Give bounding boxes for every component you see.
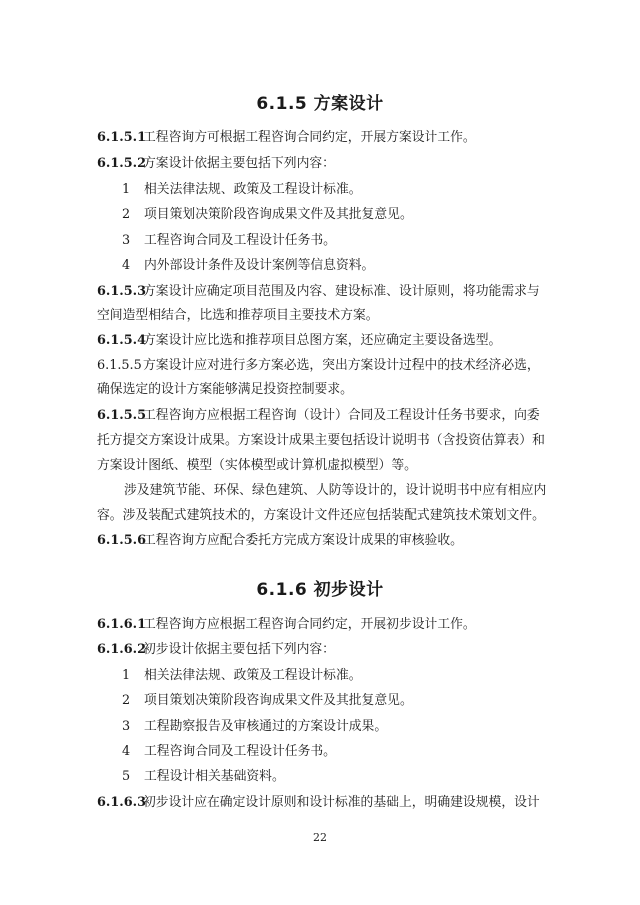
clause-text: 初步设计应在确定设计原则和设计标准的基础上，明确建设规模，设计 bbox=[143, 795, 540, 810]
list-item-number: 2 bbox=[122, 693, 131, 708]
clause-number: 6.1.5.1 bbox=[97, 130, 146, 145]
list-item-text: 工程咨询合同及工程设计任务书。 bbox=[144, 744, 336, 759]
clause-6-1-5-3 bbox=[97, 284, 547, 300]
clause-6-1-5-2 bbox=[97, 156, 547, 172]
clause-number: 6.1.5.3 bbox=[97, 284, 146, 299]
clause-6-1-5-4 bbox=[97, 333, 547, 349]
list-item bbox=[122, 693, 572, 709]
list-item-number: 5 bbox=[122, 769, 131, 784]
list-item-text: 内外部设计条件及设计案例等信息资料。 bbox=[144, 258, 375, 273]
list-item-text: 项目策划决策阶段咨询成果文件及其批复意见。 bbox=[144, 693, 413, 708]
list-item-number: 2 bbox=[122, 207, 131, 222]
clause-continuation: 方案设计图纸、模型（实体模型或计算机虚拟模型）等。 bbox=[97, 458, 417, 473]
clause-text: 工程咨询方可根据工程咨询合同约定，开展方案设计工作。 bbox=[143, 130, 476, 145]
list-item-number: 4 bbox=[122, 744, 131, 759]
list-item-text: 工程咨询合同及工程设计任务书。 bbox=[144, 233, 336, 248]
clause-text: 方案设计依据主要包括下列内容： bbox=[143, 156, 335, 171]
clause-number: 6.1.5.2 bbox=[97, 156, 146, 171]
clause-continuation: 托方提交方案设计成果。方案设计成果主要包括设计说明书（含投资估算表）和 bbox=[97, 433, 545, 448]
clause-text: 工程咨询方应配合委托方完成方案设计成果的审核验收。 bbox=[143, 533, 463, 548]
clause-number: 6.1.5.5 bbox=[97, 358, 142, 373]
list-item-text: 工程勘察报告及审核通过的方案设计成果。 bbox=[144, 719, 388, 734]
list-item-text: 相关法律法规、政策及工程设计标准。 bbox=[144, 668, 362, 683]
paragraph-line: 涉及建筑节能、环保、绿色建筑、人防等设计的，设计说明书中应有相应内 bbox=[124, 483, 547, 498]
list-item bbox=[122, 744, 572, 760]
clause-text: 方案设计应比选和推荐项目总图方案，还应确定主要设备选型。 bbox=[143, 333, 502, 348]
clause-text: 初步设计依据主要包括下列内容： bbox=[143, 642, 335, 657]
clause-number: 6.1.5.6 bbox=[97, 533, 146, 548]
clause-6-1-5-5a bbox=[97, 358, 547, 374]
clause-number: 6.1.6.2 bbox=[97, 642, 146, 657]
clause-continuation: 确保选定的设计方案能够满足投资控制要求。 bbox=[97, 382, 353, 397]
section-heading-6-1-5: 6.1.5 方案设计 bbox=[256, 94, 384, 114]
list-item-number: 3 bbox=[122, 233, 131, 248]
list-item-number: 3 bbox=[122, 719, 131, 734]
list-item bbox=[122, 668, 572, 684]
clause-6-1-6-2 bbox=[97, 642, 547, 658]
list-item-number: 4 bbox=[122, 258, 131, 273]
clause-6-1-5-6 bbox=[97, 533, 547, 549]
clause-text: 方案设计应确定项目范围及内容、建设标准、设计原则，将功能需求与 bbox=[143, 284, 540, 299]
clause-number: 6.1.5.4 bbox=[97, 333, 146, 348]
list-item-text: 工程设计相关基础资料。 bbox=[144, 769, 285, 784]
clause-text: 工程咨询方应根据工程咨询（设计）合同及工程设计任务书要求，向委 bbox=[143, 408, 540, 423]
list-item bbox=[122, 258, 572, 274]
page-number: 22 bbox=[313, 831, 327, 844]
list-item bbox=[122, 233, 572, 249]
list-item bbox=[122, 182, 572, 198]
list-item-text: 相关法律法规、政策及工程设计标准。 bbox=[144, 182, 362, 197]
clause-6-1-6-3 bbox=[97, 795, 547, 811]
list-item bbox=[122, 207, 572, 223]
clause-6-1-6-1 bbox=[97, 617, 547, 633]
clause-text: 工程咨询方应根据工程咨询合同约定，开展初步设计工作。 bbox=[143, 617, 476, 632]
clause-text: 方案设计应对进行多方案必选，突出方案设计过程中的技术经济必选， bbox=[143, 358, 540, 373]
list-item bbox=[122, 719, 572, 735]
clause-number: 6.1.6.3 bbox=[97, 795, 146, 810]
list-item bbox=[122, 769, 572, 785]
clause-number: 6.1.5.5 bbox=[97, 408, 146, 423]
clause-number: 6.1.6.1 bbox=[97, 617, 146, 632]
section-heading-6-1-6: 6.1.6 初步设计 bbox=[256, 580, 384, 600]
clause-continuation: 空间造型相结合，比选和推荐项目主要技术方案。 bbox=[97, 308, 379, 323]
list-item-number: 1 bbox=[122, 182, 131, 197]
clause-6-1-5-5b bbox=[97, 408, 547, 424]
list-item-text: 项目策划决策阶段咨询成果文件及其批复意见。 bbox=[144, 207, 413, 222]
list-item-number: 1 bbox=[122, 668, 131, 683]
clause-6-1-5-1 bbox=[97, 130, 547, 146]
paragraph-line: 容。涉及装配式建筑技术的，方案设计文件还应包括装配式建筑技术策划文件。 bbox=[97, 508, 545, 523]
